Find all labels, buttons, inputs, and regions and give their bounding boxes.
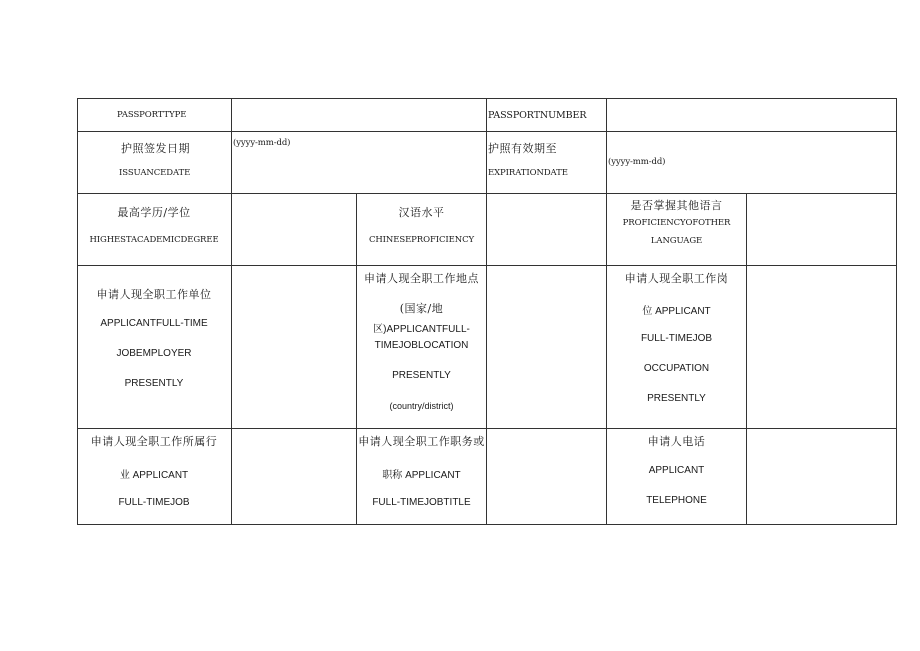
passport-number-label-cell xyxy=(487,98,607,132)
job-location-label-cell xyxy=(357,266,487,429)
employer-label-en-2: JOBEMPLOYER xyxy=(116,348,192,359)
other-language-label-en-1: PROFICIENCYOFOTHER xyxy=(622,218,731,228)
highest-degree-label-en: HIGHESTACADEMICDEGREE xyxy=(89,235,219,245)
highest-degree-field[interactable] xyxy=(232,194,357,266)
occupation-label-en-3: OCCUPATION xyxy=(643,363,710,374)
chinese-proficiency-label-cn: 汉语水平 xyxy=(398,206,445,219)
telephone-label-cn: 申请人电话 xyxy=(647,435,706,448)
passport-type-label: PASSPORTTYPE xyxy=(117,110,187,120)
issuance-date-hint: (yyyy-mm-dd) xyxy=(233,138,291,148)
passport-number-field[interactable] xyxy=(607,98,897,132)
job-title-field[interactable] xyxy=(487,429,607,525)
occupation-field[interactable] xyxy=(747,266,897,429)
chinese-proficiency-label-cell xyxy=(357,194,487,266)
passport-number-label: PASSPORTNUMBER xyxy=(488,110,587,121)
passport-type-field[interactable] xyxy=(232,98,487,132)
occupation-label-en-1: 位 APPLICANT xyxy=(642,306,711,317)
job-location-label-en-4: (country/district) xyxy=(389,401,454,411)
passport-type-label-cell xyxy=(77,98,232,132)
employer-label-cn: 申请人现全职工作单位 xyxy=(96,288,212,301)
issuance-date-field[interactable] xyxy=(232,132,487,194)
employer-label-en-3: PRESENTLY xyxy=(124,378,184,389)
job-title-label-en-1: 职称 APPLICANT xyxy=(382,470,461,481)
highest-degree-label-cn: 最高学历/学位 xyxy=(117,206,191,219)
industry-label-cell xyxy=(77,429,232,525)
job-location-label-cn-2: (国家/地 xyxy=(399,302,444,315)
occupation-label-cn: 申请人现全职工作岗 xyxy=(624,272,729,285)
job-location-label-en-3: PRESENTLY xyxy=(392,370,451,381)
job-location-label-en-1: 区)APPLICANTFULL- xyxy=(373,324,470,335)
highest-degree-label-cell xyxy=(77,194,232,266)
occupation-label-en-2: FULL-TIMEJOB xyxy=(640,333,713,344)
expiration-date-field[interactable] xyxy=(607,132,897,194)
chinese-proficiency-field[interactable] xyxy=(487,194,607,266)
job-location-label-en-2: TIMEJOBLOCATION xyxy=(374,340,469,351)
expiration-date-hint: (yyyy-mm-dd) xyxy=(608,157,666,167)
telephone-label-en-1: APPLICANT xyxy=(648,465,705,476)
telephone-field[interactable] xyxy=(747,429,897,525)
industry-field[interactable] xyxy=(232,429,357,525)
issuance-date-label-cn: 护照签发日期 xyxy=(121,142,190,155)
expiration-date-label-en: EXPIRATIONDATE xyxy=(488,168,568,178)
telephone-label-en-2: TELEPHONE xyxy=(646,495,707,506)
expiration-date-label-cn: 护照有效期至 xyxy=(488,142,557,155)
issuance-date-label-cell xyxy=(77,132,232,194)
other-language-label-en-2: LANGUAGE xyxy=(650,236,703,246)
other-language-field[interactable] xyxy=(747,194,897,266)
chinese-proficiency-label-en: CHINESEPROFICIENCY xyxy=(368,235,475,245)
industry-label-cn: 申请人现全职工作所属行 xyxy=(90,435,218,448)
expiration-date-label-cell xyxy=(487,132,607,194)
industry-label-en-1: 业 APPLICANT xyxy=(119,470,189,481)
other-language-label-cn: 是否掌握其他语言 xyxy=(630,199,723,212)
occupation-label-en-4: PRESENTLY xyxy=(647,393,706,404)
employer-label-cell xyxy=(77,266,232,429)
occupation-label-cell xyxy=(607,266,747,429)
job-location-label-cn: 申请人现全职工作地点 xyxy=(364,272,479,285)
employer-field[interactable] xyxy=(232,266,357,429)
telephone-label-cell xyxy=(607,429,747,525)
other-language-label-cell xyxy=(607,194,747,266)
job-title-label-cn: 申请人现全职工作职务或 xyxy=(358,435,485,448)
employer-label-en-1: APPLICANTFULL-TIME xyxy=(100,318,208,329)
industry-label-en-2: FULL-TIMEJOB xyxy=(118,497,190,508)
application-form-table xyxy=(77,98,897,525)
job-title-label-cell xyxy=(357,429,487,525)
issuance-date-label-en: ISSUANCEDATE xyxy=(119,168,191,178)
job-title-label-en-2: FULL-TIMEJOBTITLE xyxy=(372,497,471,508)
job-location-field[interactable] xyxy=(487,266,607,429)
